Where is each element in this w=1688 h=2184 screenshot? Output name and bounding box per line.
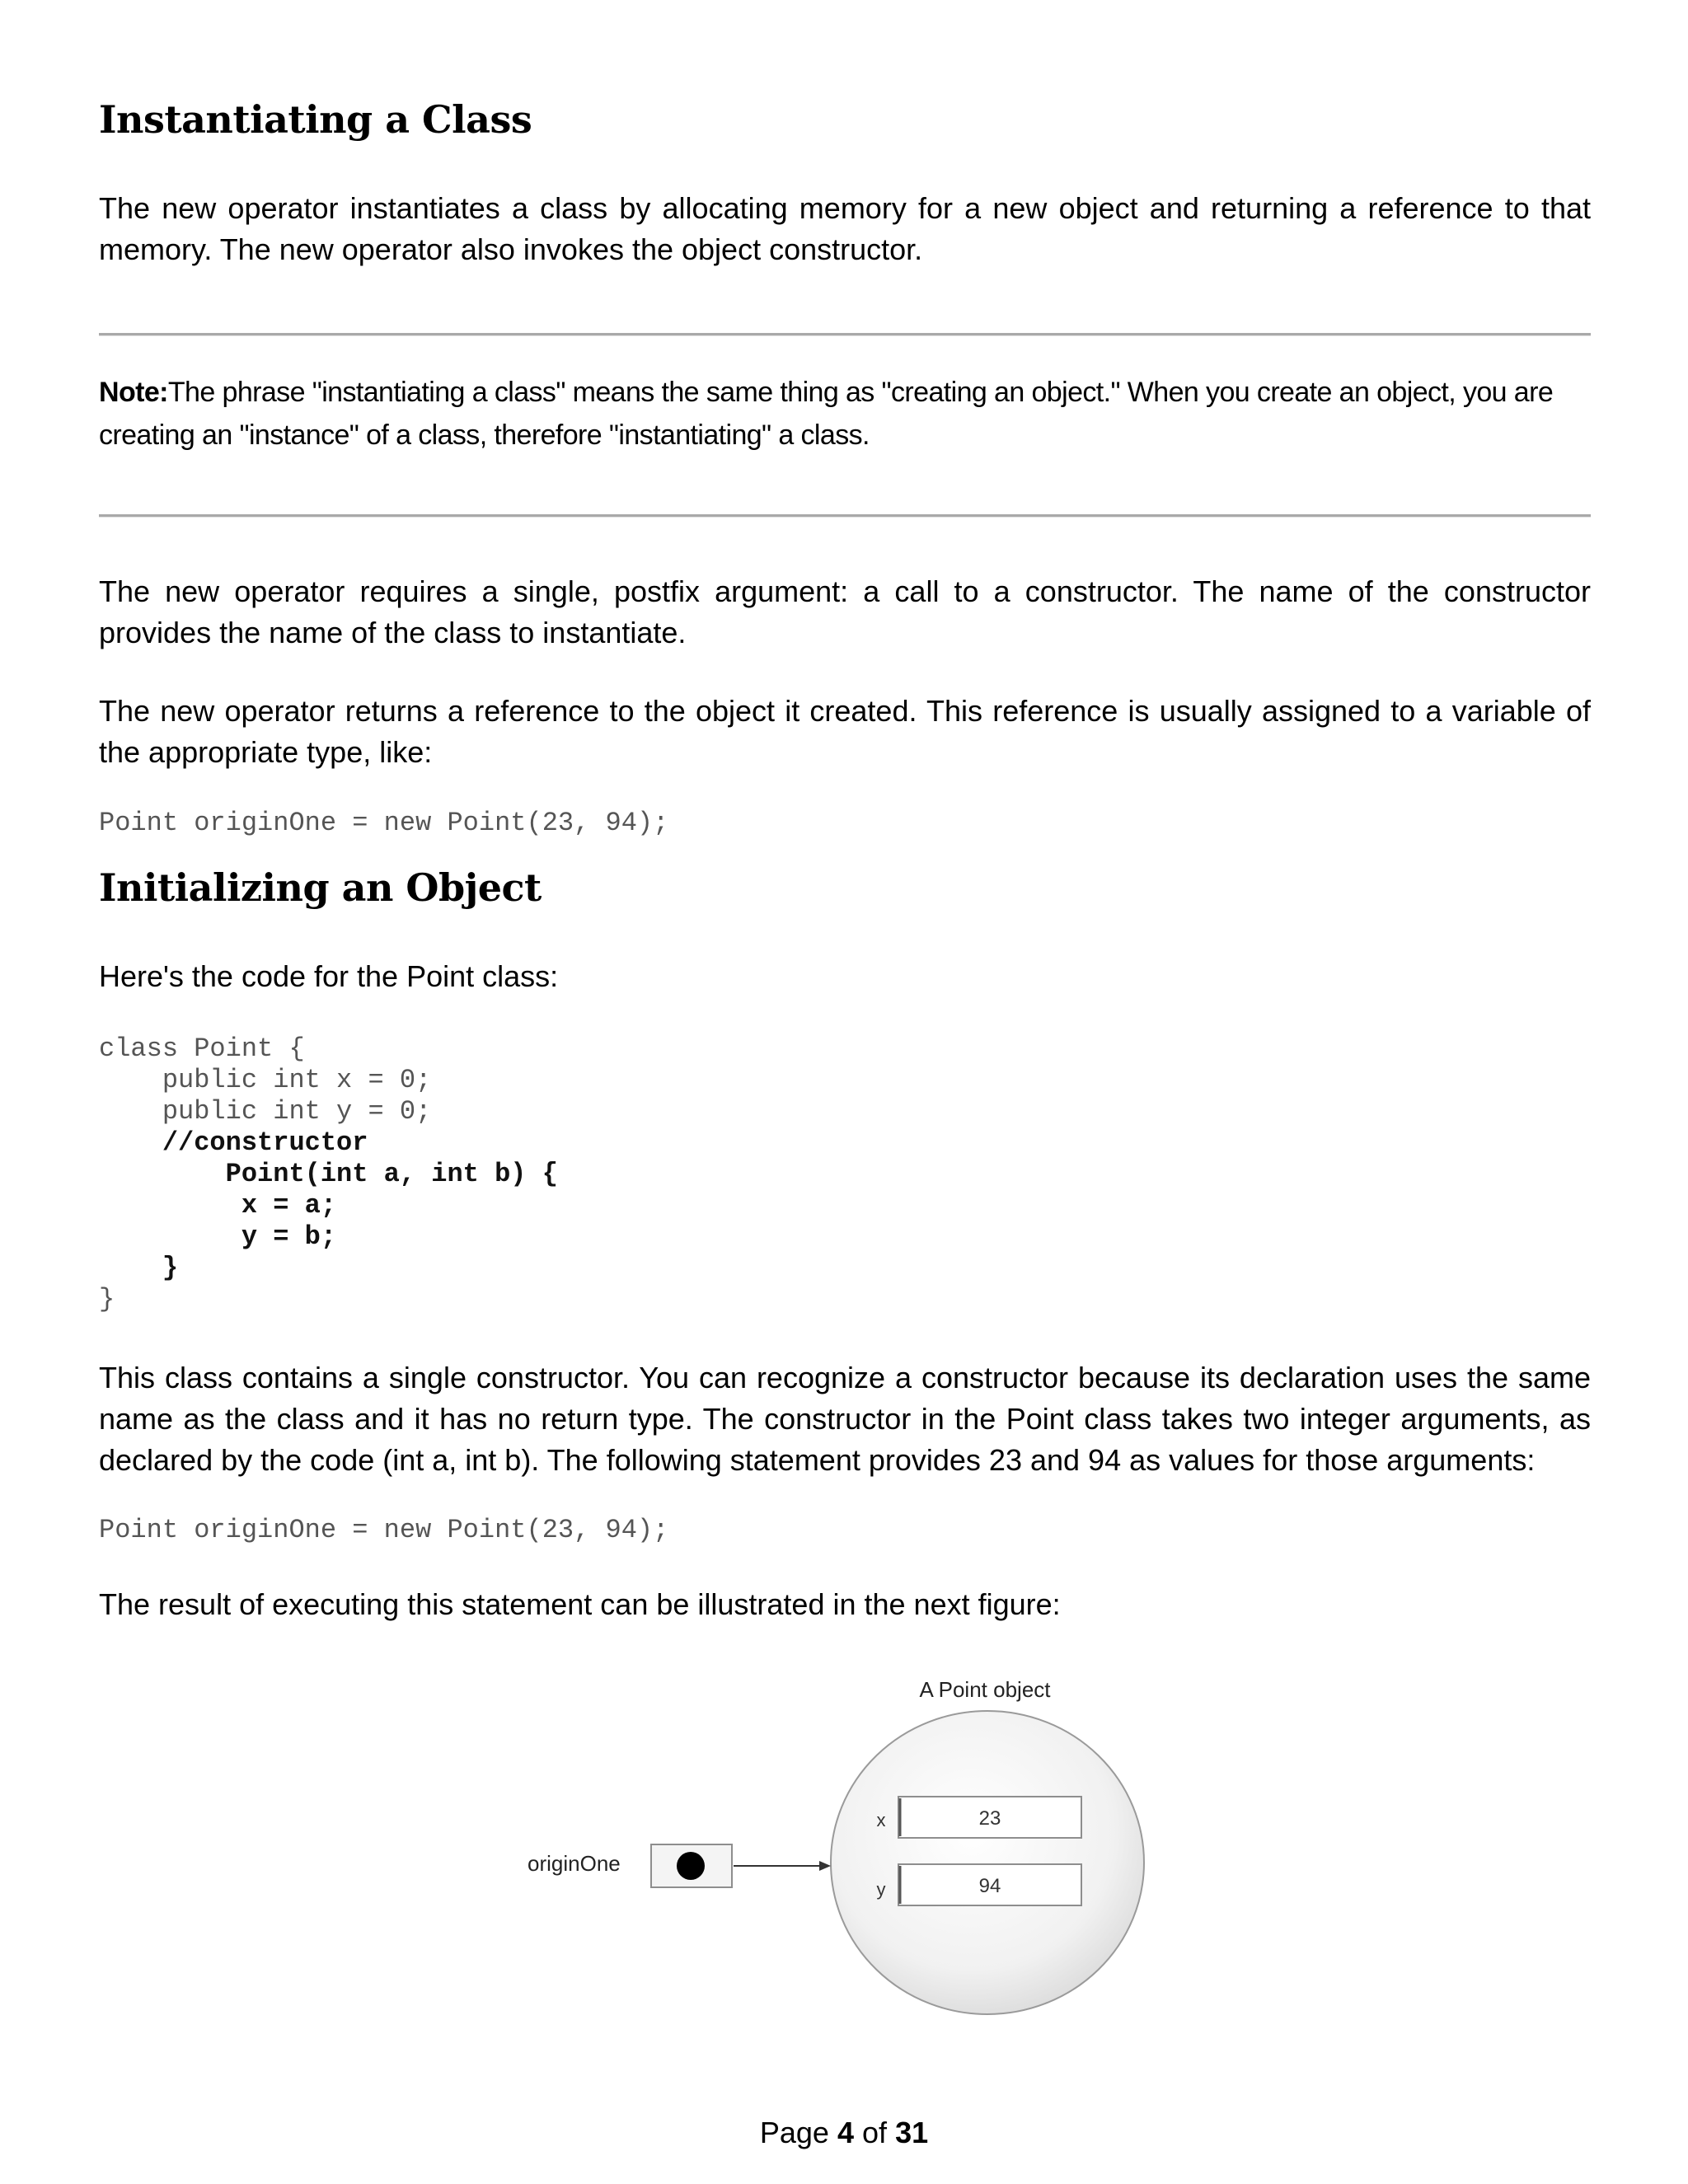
heading-instantiating-a-class: Instantiating a Class [99, 97, 532, 142]
paragraph-single-constructor: This class contains a single constructor. You can recognize a constructor because its declaration uses the same name as the class and it has no return type. The constructor in the Point class takes two integer arguments, as declared by the code (int a, int b). The following statement provides 23 and 94 as values for those arguments: [99, 1361, 1591, 1477]
note-text: The phrase "instantiating a class" means the same thing as "creating an object." When you create an object, you are creating an "instance" of a class, therefore "instantiating" a class. [99, 377, 1554, 451]
paragraph-point-class-intro: Here's the code for the Point class: [99, 959, 559, 993]
code-point-class [99, 1033, 558, 1315]
variable-label: originOne [528, 1851, 621, 1876]
point-object-figure [511, 1673, 1170, 2019]
code-statement-2: Point originOne = new Point(23, 94); [99, 1515, 669, 1545]
code-line: public int y = 0; [99, 1096, 432, 1127]
footer-current-page: 4 [837, 2116, 854, 2149]
code-line: public int x = 0; [99, 1065, 432, 1095]
footer-page-label: Page [759, 2116, 829, 2149]
code-line: x = a; [99, 1190, 337, 1221]
code-line: } [99, 1253, 179, 1283]
paragraph-result-figure: The result of executing this statement can be illustrated in the next figure: [99, 1587, 1061, 1621]
heading-initializing-an-object: Initializing an Object [99, 865, 542, 910]
code-line: class Point { [99, 1033, 305, 1064]
note-label: Note: [99, 377, 168, 408]
paragraph-new-operator: The new operator instantiates a class by allocating memory for a new object and returning a reference to that memory. The new operator also invokes the object constructor. [99, 191, 1591, 266]
field-y-label: y [876, 1879, 886, 1900]
field-x-label: x [876, 1810, 886, 1830]
field-x-value: 23 [978, 1807, 1001, 1830]
note-box [99, 371, 1591, 457]
note-bottom-rule [99, 514, 1591, 518]
reference-arrowhead [819, 1861, 831, 1871]
footer-of-label: of [862, 2116, 888, 2149]
figure-title: A Point object [919, 1677, 1051, 1702]
code-line: } [99, 1284, 115, 1315]
object-circle [831, 1711, 1144, 2014]
paragraph-postfix-argument: The new operator requires a single, postfix argument: a call to a constructor. The name of the constructor provides the name of the class to instantiate. [99, 574, 1591, 649]
code-statement-1: Point originOne = new Point(23, 94); [99, 808, 669, 838]
page-footer [0, 2116, 1688, 2150]
reference-dot [677, 1852, 705, 1880]
field-y-value: 94 [978, 1875, 1001, 1897]
footer-total-pages: 31 [895, 2116, 929, 2149]
code-line: //constructor [99, 1127, 368, 1158]
note-top-rule [99, 333, 1591, 336]
code-line: y = b; [99, 1221, 337, 1252]
code-line: Point(int a, int b) { [99, 1159, 558, 1189]
paragraph-returns-reference: The new operator returns a reference to the object it created. This reference is usually assigned to a variable of the appropriate type, like: [99, 694, 1591, 769]
